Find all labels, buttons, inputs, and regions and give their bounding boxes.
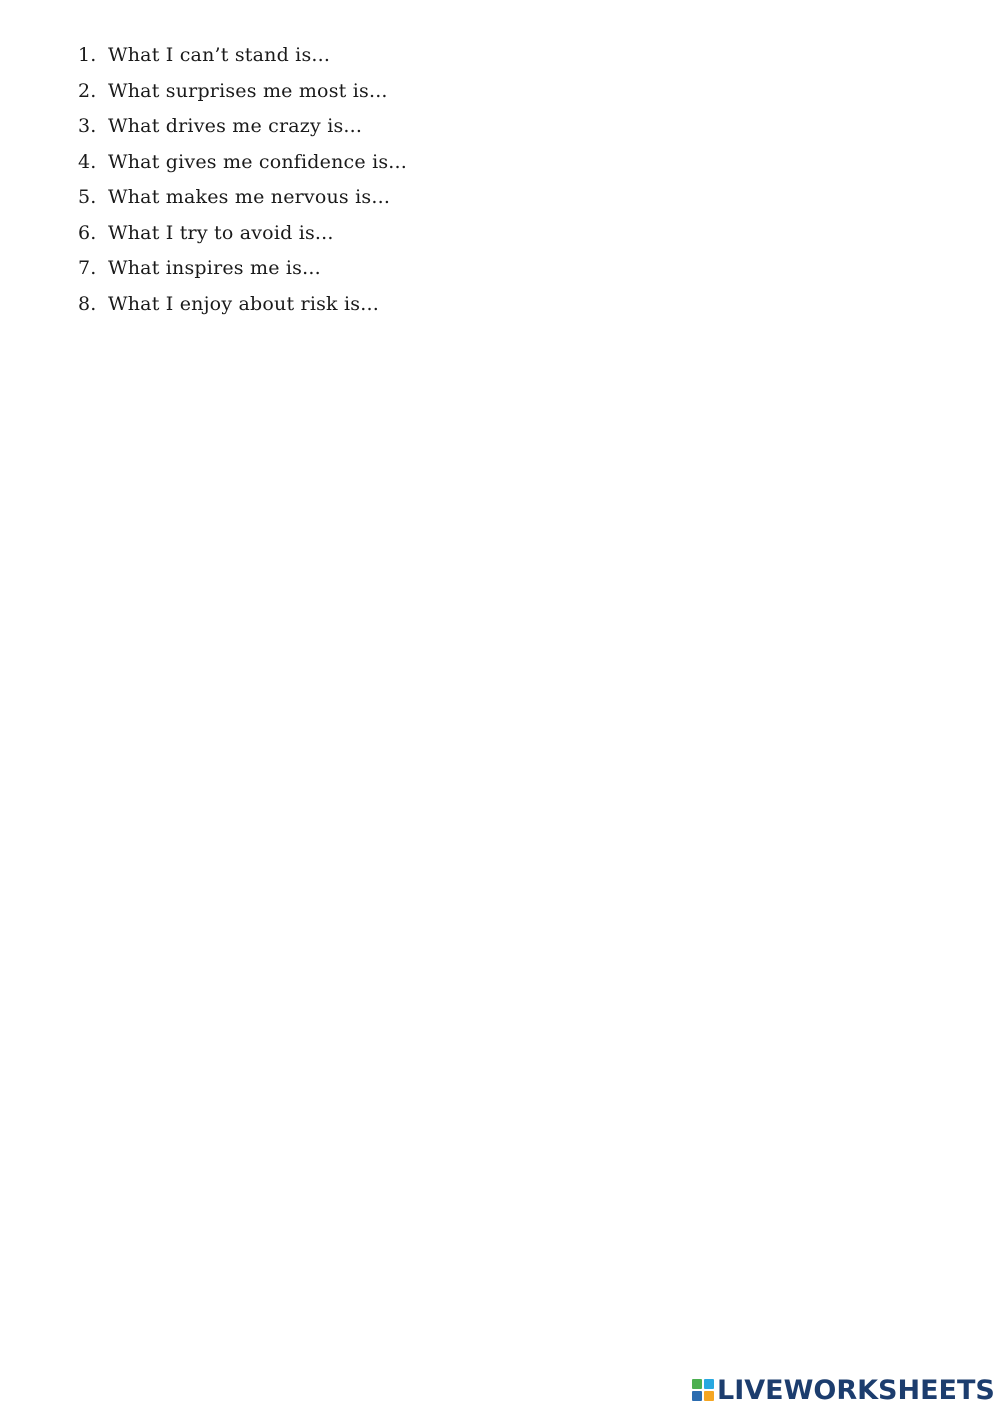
prompt-text: What drives me crazy is... (108, 115, 363, 137)
prompt-number: 5. (78, 186, 97, 208)
logo-square-icon (692, 1379, 702, 1389)
logo-square-icon (704, 1391, 714, 1401)
prompt-text: What surprises me most is... (108, 79, 388, 102)
prompt-number: 1. (78, 44, 97, 66)
prompt-number: 3. (78, 115, 97, 137)
prompt-item (78, 293, 407, 329)
prompt-number: 2. (78, 79, 97, 102)
prompt-text: What inspires me is... (108, 257, 321, 279)
prompt-number: 6. (78, 221, 97, 244)
logo-squares-icon (692, 1379, 714, 1401)
prompt-number: 7. (78, 257, 97, 279)
logo-square-icon (704, 1379, 714, 1389)
logo-text: LIVEWORKSHEETS (717, 1374, 995, 1406)
prompt-item (78, 222, 407, 258)
prompt-text: What gives me confidence is... (108, 150, 408, 173)
prompt-item (78, 186, 407, 222)
prompt-item (78, 151, 407, 187)
prompt-text: What I enjoy about risk is... (108, 292, 379, 315)
prompt-text: What I try to avoid is... (108, 221, 334, 244)
prompt-item (78, 115, 407, 151)
prompt-text: What I can’t stand is... (108, 44, 331, 66)
prompt-text: What makes me nervous is... (108, 186, 391, 208)
prompt-number: 8. (78, 292, 97, 315)
prompt-item (78, 257, 407, 293)
liveworksheets-logo (692, 1373, 995, 1407)
prompt-item (78, 80, 407, 116)
logo-square-icon (692, 1391, 702, 1401)
prompt-item (78, 44, 407, 80)
prompt-number: 4. (78, 150, 97, 173)
prompt-list (78, 44, 407, 328)
